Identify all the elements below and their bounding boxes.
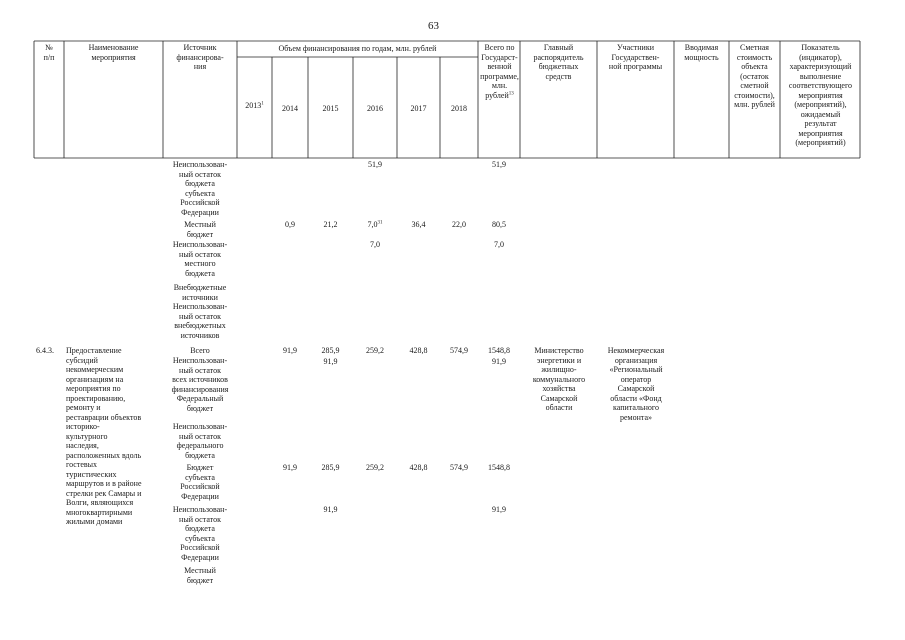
value-total: 80,5 <box>492 220 506 229</box>
page-number: 63 <box>428 20 439 32</box>
source-cell: Всего <box>190 346 210 355</box>
header-manager: Главный распорядитель бюджетных средств <box>533 43 584 81</box>
value-2015: 285,9 <box>321 346 340 355</box>
header-num: № п/п <box>43 43 55 62</box>
item-participants: Некоммерческая организация «Региональный оператор Самарской области «Фонд капитального ремонта» <box>607 346 665 422</box>
source-cell: Неиспользован- ный остаток местного бюджета <box>172 240 228 278</box>
header-year-2014: 2014 <box>282 104 298 113</box>
value-total: 7,0 <box>494 240 504 249</box>
value-total: 51,9 <box>492 160 506 169</box>
source-cell: Неиспользован- ный остаток бюджета субъекта Российской Федерации <box>172 505 228 562</box>
source-cell: Местный бюджет <box>184 220 216 239</box>
source-cell: Неиспользован- ный остаток внебюджетных источников <box>172 302 228 340</box>
header-estimate: Сметная стоимость объекта (остаток сметной стоимости), млн. рублей <box>734 43 775 109</box>
value-total: 1548,8 <box>488 346 510 355</box>
source-cell: Бюджет субъекта Российской Федерации <box>180 463 220 501</box>
value-2016: 51,9 <box>368 160 382 169</box>
value-2014: 91,9 <box>283 346 297 355</box>
header-name: Наименование мероприятия <box>88 43 139 62</box>
value-2015: 21,2 <box>323 220 338 229</box>
value-2017: 36,4 <box>411 220 426 229</box>
source-cell: Неиспользован- ный остаток федерального бюджета <box>172 422 228 460</box>
value-2015: 285,9 <box>321 463 340 472</box>
header-year-2016: 2016 <box>367 104 383 113</box>
value-total: 91,9 <box>492 505 506 514</box>
value-2016: $7,0^{31}$ <box>367 220 383 229</box>
header-year-2013: 2013$^1$ <box>245 101 264 110</box>
value-2018: 574,9 <box>450 463 468 472</box>
value-2018: 22,0 <box>452 220 466 229</box>
value-2018: 574,9 <box>450 346 468 355</box>
item-manager: Министерство энергетики и жилищно- коммунального хозяйства Самарской области <box>532 346 586 412</box>
source-cell: Местный бюджет <box>184 566 216 585</box>
source-cell: Внебюджетные источники <box>173 283 227 302</box>
value-2017: 428,8 <box>409 346 428 355</box>
header-total: Всего по Государст- венной программе, млн. рублей$^{13}$ <box>480 43 519 100</box>
value-2017: 428,8 <box>409 463 428 472</box>
value-2015: 91,9 <box>323 505 338 514</box>
header-source: Источник финансирова- ния <box>176 43 224 71</box>
header-year-2017: 2017 <box>410 104 427 113</box>
value-2014: 91,9 <box>283 463 297 472</box>
item-name: Предоставление субсидий некоммерческим организациям на мероприятия по проектированию, ремонту и реставрации объектов историко- культурного наследия, расположенных вдоль гостевых туристических маршрутов и в районе стрелки рек Самары и Волги, являющихся многоквартирными жилыми домами <box>66 346 142 526</box>
header-year-2015: 2015 <box>322 104 339 113</box>
source-cell: Неиспользован- ный остаток всех источников финансирования <box>171 356 229 394</box>
value-2015: 91,9 <box>323 357 338 366</box>
header-capacity: Вводимая мощность <box>684 43 719 62</box>
value-2016: 259,2 <box>366 463 384 472</box>
value-2016: 7,0 <box>370 240 380 249</box>
header-volume: Объем финансирования по годам, млн. рублей <box>278 44 437 53</box>
value-2016: 259,2 <box>366 346 384 355</box>
header-indicator: Показатель (индикатор), характеризующий выполнение соответствующего мероприятия (мероприятий), ожидаемый результат мероприятия (мероприятий) <box>788 43 853 147</box>
item-number: 6.4.3. <box>36 346 54 355</box>
source-cell: Федеральный бюджет <box>176 394 224 413</box>
value-2014: 0,9 <box>285 220 295 229</box>
value-total: 1548,8 <box>488 463 510 472</box>
value-total: 91,9 <box>492 357 506 366</box>
source-cell: Неиспользован- ный остаток бюджета субъекта Российской Федерации <box>172 160 228 217</box>
header-year-2018: 2018 <box>451 104 467 113</box>
header-participants: Участники Государствен- ной программы <box>608 43 663 71</box>
